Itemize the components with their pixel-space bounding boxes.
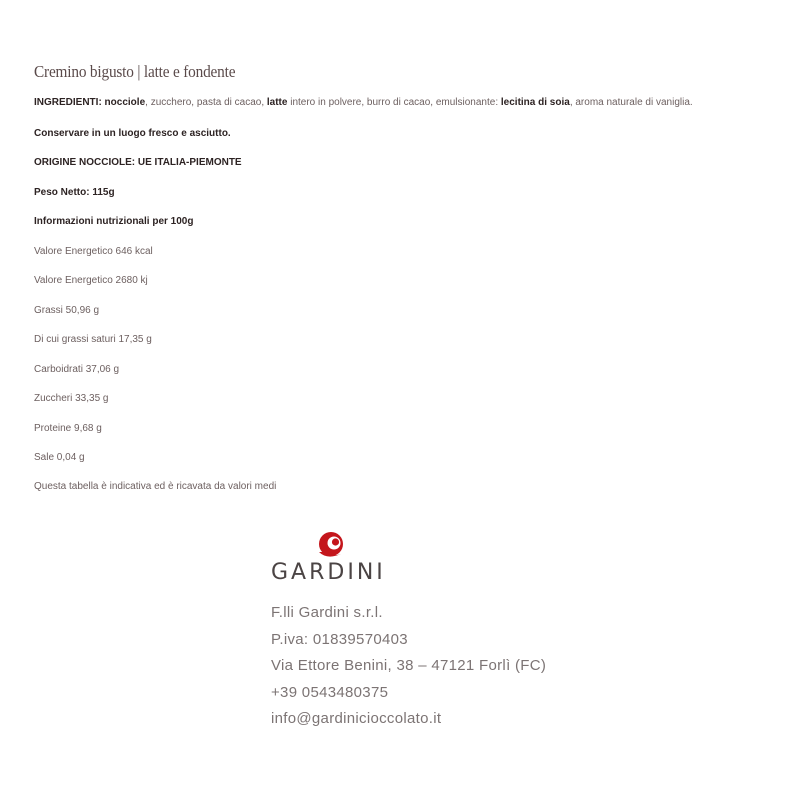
- ingredient-lecitina: lecitina di soia: [500, 97, 570, 108]
- phone-link[interactable]: +39 0543480375: [271, 683, 389, 701]
- ingredient-text-1: , zucchero, pasta di cacao,: [145, 97, 267, 108]
- nutrition-carbs: Carboidrati 37,06 g: [34, 364, 120, 375]
- ingredient-latte: latte: [266, 97, 288, 108]
- ingredient-text-3: , aroma naturale di vaniglia.: [569, 97, 693, 108]
- nutrition-protein: Proteine 9,68 g: [34, 423, 102, 434]
- nutrition-energy-kj: Valore Energetico 2680 kj: [34, 275, 148, 286]
- net-weight: Peso Netto: 115g: [34, 187, 115, 198]
- nutrition-sugars: Zuccheri 33,35 g: [34, 393, 109, 404]
- ingredients-line: [34, 96, 784, 109]
- company-address: Via Ettore Benini, 38 – 47121 Forlì (FC): [271, 657, 547, 674]
- nutrition-energy-kcal: Valore Energetico 646 kcal: [34, 246, 153, 257]
- product-title: Cremino bigusto | latte e fondente: [34, 62, 236, 81]
- email-link[interactable]: info@gardinicioccolato.it: [271, 710, 442, 727]
- gardini-logo[interactable]: [271, 530, 401, 586]
- product-info: [34, 62, 784, 492]
- storage-info: Conservare in un luogo fresco e asciutto.: [34, 128, 231, 139]
- nutrition-saturated-fat: Di cui grassi saturi 17,35 g: [34, 334, 152, 345]
- company-name: F.lli Gardini s.r.l.: [271, 604, 383, 621]
- logo-text: GARDINI: [271, 560, 386, 585]
- nutrition-salt: Sale 0,04 g: [34, 452, 85, 463]
- origin-info: ORIGINE NOCCIOLE: UE ITALIA-PIEMONTE: [34, 157, 242, 168]
- company-footer: [271, 530, 671, 727]
- gardini-swirl-icon: [313, 530, 353, 560]
- nutrition-title: Informazioni nutrizionali per 100g: [34, 216, 194, 227]
- ingredient-text-2: intero in polvere, burro di cacao, emulsionante:: [287, 97, 501, 108]
- nutrition-note: Questa tabella è indicativa ed è ricavata da valori medi: [34, 481, 277, 492]
- vat-number: P.iva: 01839570403: [271, 630, 408, 648]
- ingredient-nocciole: nocciole: [101, 97, 146, 108]
- ingredients-label: INGREDIENTI:: [34, 97, 102, 108]
- nutrition-fat: Grassi 50,96 g: [34, 305, 100, 316]
